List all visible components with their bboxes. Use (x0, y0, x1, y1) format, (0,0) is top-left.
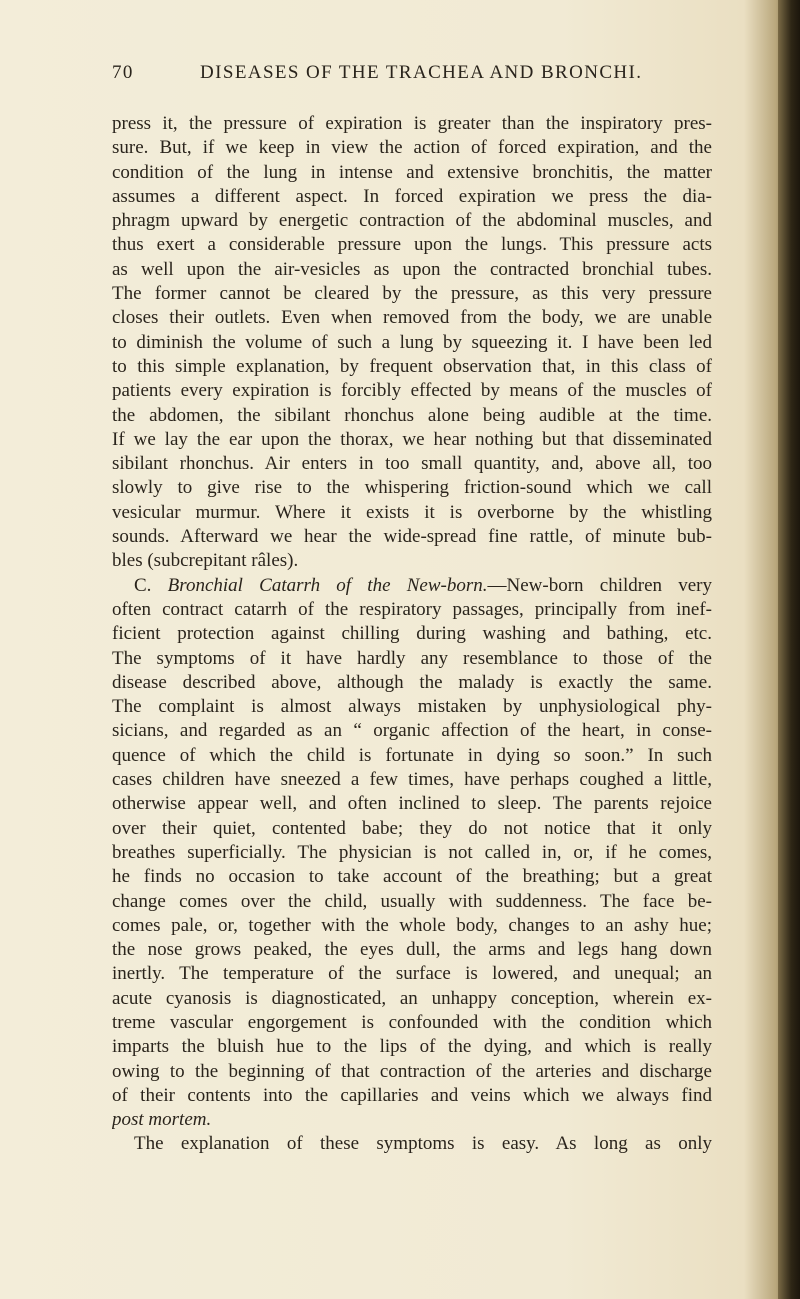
text-line: closes their outlets. Even when removed from the body, we are unable (112, 307, 712, 329)
text-line: cases children have sneezed a few times, have perhaps coughed a little, (112, 769, 712, 791)
page-number: 70 (112, 62, 134, 83)
text-line: ficient protection against chilling during washing and bathing, etc. (112, 623, 712, 645)
text-line: he finds no occasion to take account of the breathing; but a great (112, 866, 712, 888)
text-line: The explanation of these symptoms is easy. As long as only (134, 1133, 712, 1155)
text-line: disease described above, although the malady is exactly the same. (112, 671, 712, 693)
text-line: bles (subcrepitant râles). (112, 550, 299, 572)
text-line: slowly to give rise to the whispering friction-sound which we call (112, 477, 712, 499)
section-heading-line (112, 574, 712, 598)
text-line: The complaint is almost always mistaken by unphysiological phy- (112, 696, 712, 718)
text-line: patients every expiration is forcibly effected by means of the muscles of (112, 380, 712, 402)
text-line: the abdomen, the sibilant rhonchus alone being audible at the time. (112, 404, 712, 426)
text-line: to diminish the volume of such a lung by squeezing it. I have been led (112, 331, 712, 353)
text-line: thus exert a considerable pressure upon the lungs. This pressure acts (112, 234, 712, 256)
text-line: vesicular murmur. Where it exists it is overborne by the whistling (112, 501, 712, 523)
text-line: sibilant rhonchus. Air enters in too small quantity, and, above all, too (112, 453, 712, 475)
text-line: assumes a different aspect. In forced expiration we press the dia- (112, 185, 712, 207)
section-letter: C. (134, 574, 152, 596)
text-line: sicians, and regarded as an “ organic affection of the heart, in conse- (112, 720, 712, 742)
text-line: sounds. Afterward we hear the wide-spread fine rattle, of minute bub- (112, 526, 712, 548)
text-line: sure. But, if we keep in view the action of forced expiration, and the (112, 137, 712, 159)
book-binding-edge (778, 0, 800, 1299)
body-text (112, 112, 712, 1157)
text-line: of their contents into the capillaries and veins which we always find (112, 1084, 712, 1106)
text-line: The symptoms of it have hardly any resemblance to those of the (112, 647, 712, 669)
text-line-post-mortem (112, 1108, 712, 1132)
text-line: as well upon the air-vesicles as upon the contracted bronchial tubes. (112, 258, 712, 280)
paragraph-bronchitis (112, 112, 712, 574)
section-first-line-rest: —New-born children very (487, 574, 712, 596)
text-line: acute cyanosis is diagnosticated, an unhappy conception, wherein ex- (112, 987, 712, 1009)
running-title: DISEASES OF THE TRACHEA AND BRONCHI. (200, 62, 643, 83)
text-line: quence of which the child is fortunate in dying so soon.” In such (112, 744, 712, 766)
text-line: to this simple explanation, by frequent observation that, in this class of (112, 355, 712, 377)
section-title: Bronchial Catarrh of the New-born. (167, 574, 488, 596)
text-line: often contract catarrh of the respiratory passages, principally from inef- (112, 598, 712, 620)
text-line: The former cannot be cleared by the pressure, as this very pressure (112, 283, 712, 305)
post-mortem-phrase: post mortem. (112, 1109, 212, 1131)
text-line: imparts the bluish hue to the lips of the dying, and which is really (112, 1036, 712, 1058)
text-line: breathes superficially. The physician is not called in, or, if he comes, (112, 841, 712, 863)
text-line: treme vascular engorgement is confounded with the condition which (112, 1011, 712, 1033)
text-line: comes pale, or, together with the whole body, changes to an ashy hue; (112, 914, 712, 936)
text-line: the nose grows peaked, the eyes dull, the arms and legs hang down (112, 939, 712, 961)
paragraph-explanation (112, 1132, 712, 1156)
text-line: phragm upward by energetic contraction of the abdominal muscles, and (112, 210, 712, 232)
text-line: If we lay the ear upon the thorax, we hear nothing but that disseminated (112, 428, 712, 450)
text-line: inertly. The temperature of the surface is lowered, and unequal; an (112, 963, 712, 985)
text-line: change comes over the child, usually with suddenness. The face be- (112, 890, 712, 912)
section-newborn-catarrh (112, 574, 712, 1133)
text-line: otherwise appear well, and often inclined to sleep. The parents rejoice (112, 793, 712, 815)
text-line: press it, the pressure of expiration is greater than the inspiratory pres- (112, 113, 712, 134)
text-line: over their quiet, contented babe; they do not notice that it only (112, 817, 712, 839)
text-line: owing to the beginning of that contraction of the arteries and discharge (112, 1060, 712, 1082)
text-line: condition of the lung in intense and extensive bronchitis, the matter (112, 161, 712, 183)
